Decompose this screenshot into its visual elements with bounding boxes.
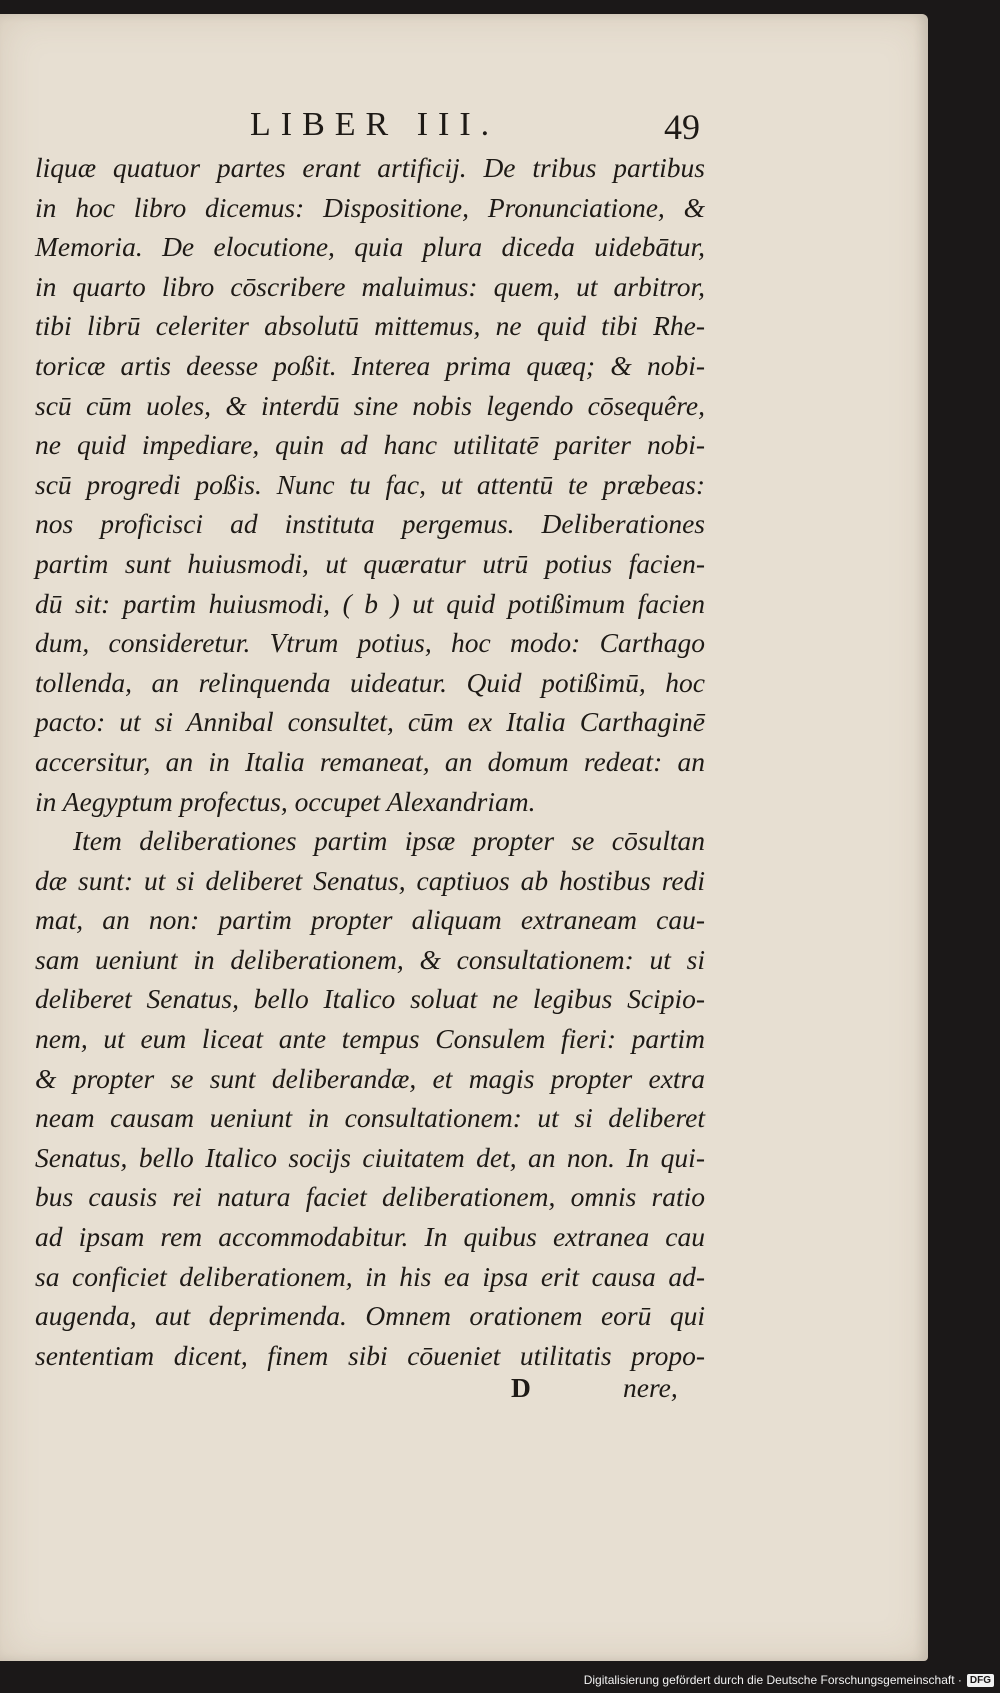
funding-credit: Digitalisierung gefördert durch die Deutsche Forschungsgemeinschaft · [583,1673,962,1687]
text-line: sam ueniunt in deliberationem, & consultationem: ut si [35,943,705,975]
digitization-footer [584,1670,994,1690]
page-number: 49 [664,107,700,147]
running-head: LIBER III. [250,106,500,143]
text-line: Memoria. De elocutione, quia plura diceda uidebātur, [35,231,705,263]
text-line: Senatus, bello Italico socijs ciuitatem det, an non. In qui- [35,1141,705,1173]
text-line: in quarto libro cōscribere maluimus: quem, ut arbitror, [35,270,705,302]
text-line: nem, ut eum liceat ante tempus Consulem fieri: partim [35,1023,705,1055]
text-line: augenda, aut deprimenda. Omnem orationem eorū qui [35,1300,705,1332]
text-line: in hoc libro dicemus: Dispositione, Pronunciatione, & [35,191,705,223]
text-line: accersitur, an in Italia remaneat, an domum redeat: an [35,745,705,777]
text-line: & propter se sunt deliberandæ, et magis propter extra [35,1062,705,1094]
text-line: scū cūm uoles, & interdū sine nobis legendo cōsequêre, [35,389,705,421]
text-line: dæ sunt: ut si deliberet Senatus, captiuos ab hostibus redi [35,864,705,896]
text-line: sa conficiet deliberationem, in his ea ipsa erit causa ad- [35,1260,705,1292]
text-line: scū progredi poßis. Nunc tu fac, ut attentū te præbeas: [35,468,705,500]
text-line: tollenda, an relinquenda uideatur. Quid potißimū, hoc [35,666,705,698]
text-line: bus causis rei natura faciet deliberationem, omnis ratio [35,1181,705,1213]
body-text [35,148,705,1375]
signature-mark: D [511,1372,531,1403]
dfg-logo-icon: DFG [967,1674,994,1687]
catch-line [35,1372,705,1412]
text-line: mat, an non: partim propter aliquam extraneam cau- [35,904,705,936]
catchword: nere, [623,1372,678,1403]
text-line: nos proficisci ad instituta pergemus. Deliberationes [35,508,705,540]
text-line: pacto: ut si Annibal consultet, cūm ex Italia Carthaginē [35,706,705,738]
text-line: sententiam dicent, finem sibi cōueniet utilitatis propo- [35,1339,705,1371]
book-page [0,14,928,1661]
text-line: neam causam ueniunt in consultationem: ut si deliberet [35,1102,705,1134]
text-line: in Aegyptum profectus, occupet Alexandriam. [35,785,536,817]
text-line: toricæ artis deesse poßit. Interea prima quæq; & nobi- [35,349,705,381]
text-line: dū sit: partim huiusmodi, ( b ) ut quid potißimum facien [35,587,705,619]
text-line: ad ipsam rem accommodabitur. In quibus extranea cau [35,1221,705,1253]
text-line: tibi librū celeriter absolutū mittemus, ne quid tibi Rhe- [35,310,705,342]
text-line: liquæ quatuor partes erant artificij. De tribus partibus [35,152,705,183]
text-line: partim sunt huiusmodi, ut quæratur utrū potius facien- [35,547,705,579]
text-line: dum, consideretur. Vtrum potius, hoc modo: Carthago [35,627,705,659]
text-line: ne quid impediare, quin ad hanc utilitatē pariter nobi- [35,429,705,461]
text-line: Item deliberationes partim ipsæ propter se cōsultan [73,825,705,857]
text-line: deliberet Senatus, bello Italico soluat ne legibus Scipio- [35,983,705,1015]
